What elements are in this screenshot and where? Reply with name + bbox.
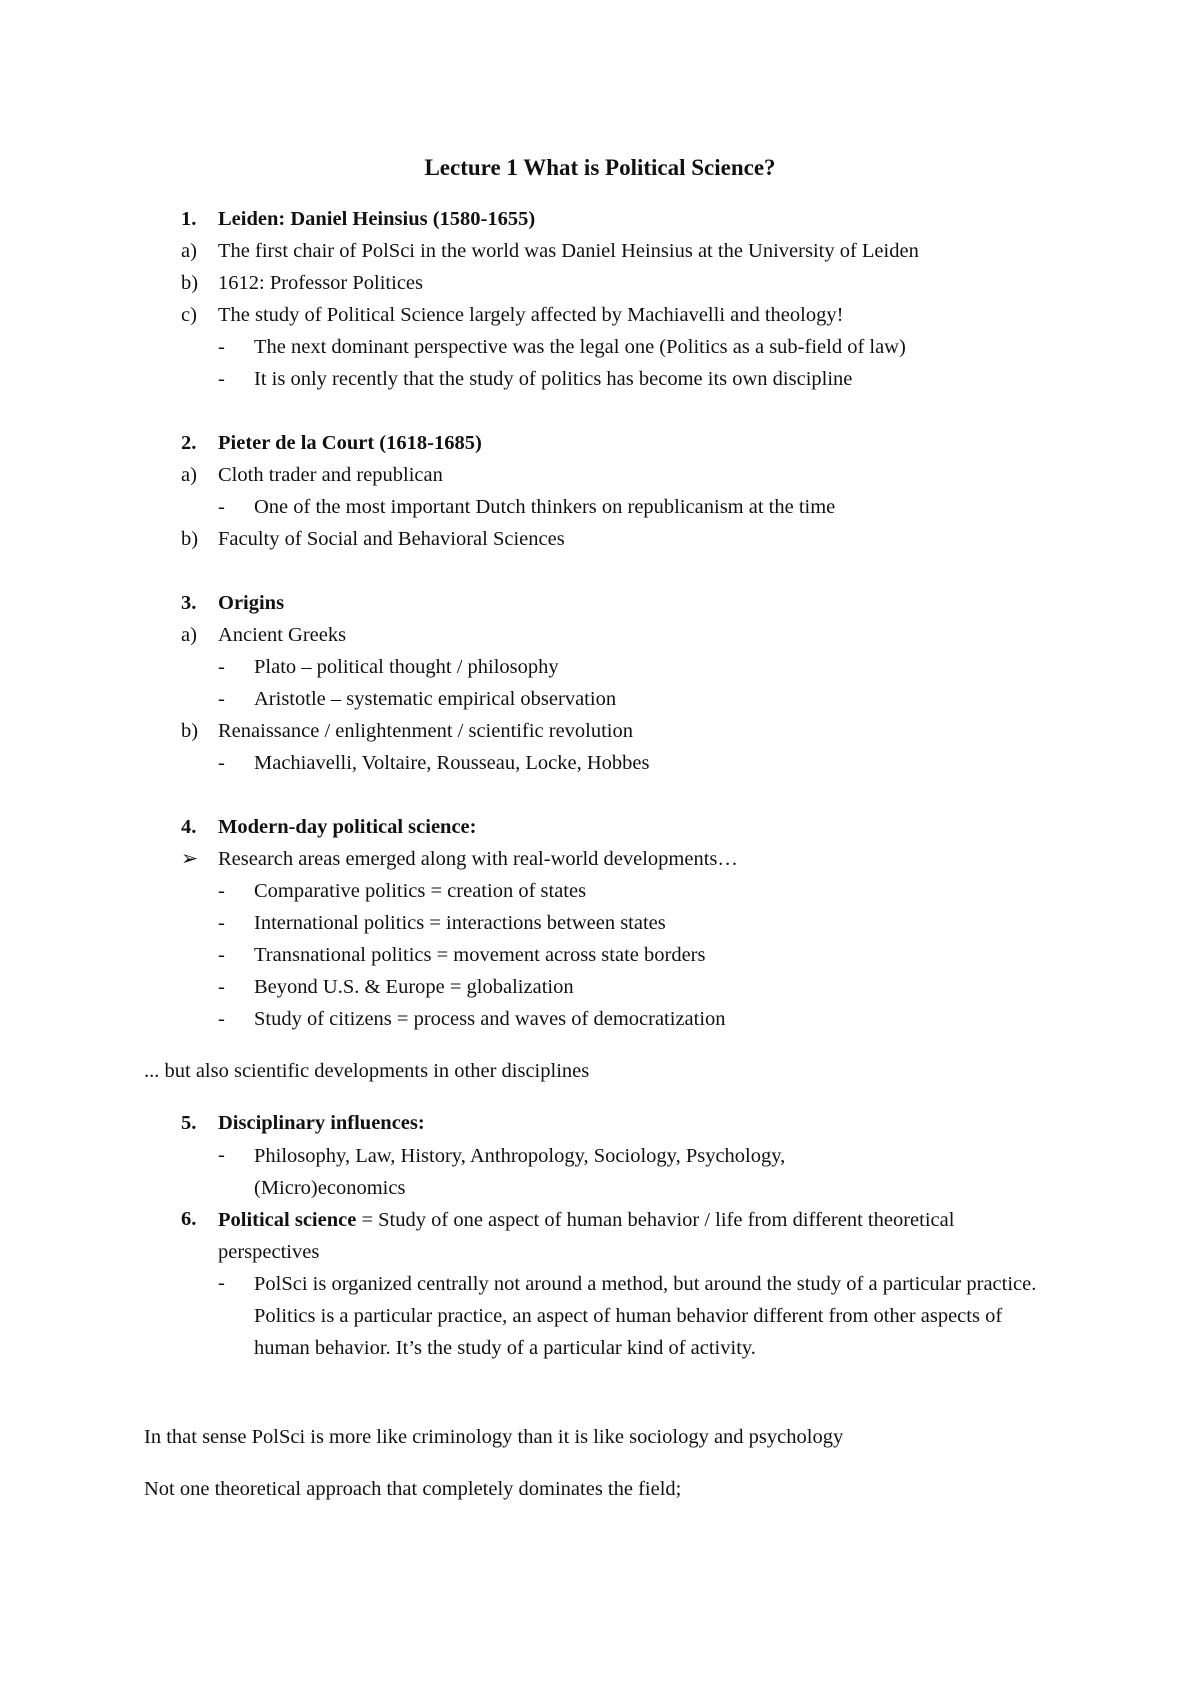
section-3-number: 3. (181, 592, 197, 614)
section-4-number: 4. (181, 816, 197, 838)
section-2-number: 2. (181, 432, 197, 454)
list-item: Renaissance / enlightenment / scientific revolution (218, 720, 634, 742)
sub-item: Study of citizens = process and waves of democratization (254, 1008, 726, 1030)
sub-item: It is only recently that the study of politics has become its own discipline (254, 368, 853, 390)
sub-item: International politics = interactions between states (254, 912, 666, 934)
sub-item: Beyond U.S. & Europe = globalization (254, 976, 574, 998)
section-6-number: 6. (181, 1208, 197, 1230)
sub-item: One of the most important Dutch thinkers on republicanism at the time (254, 496, 836, 518)
dash-marker: - (218, 880, 225, 902)
sub-item: Comparative politics = creation of states (254, 880, 587, 902)
section-6-paragraph (218, 1204, 1018, 1268)
sub-item: The next dominant perspective was the legal one (Politics as a sub-field of law) (254, 336, 906, 358)
item-marker: b) (181, 528, 199, 550)
item-marker: a) (181, 240, 197, 262)
section-1-heading: Leiden: Daniel Heinsius (1580-1655) (218, 208, 536, 230)
dash-marker: - (218, 496, 225, 518)
dash-marker: - (218, 336, 225, 358)
dash-marker: - (218, 1144, 225, 1166)
section-5-heading: Disciplinary influences: (218, 1112, 425, 1134)
dash-marker: - (218, 976, 225, 998)
section-1-number: 1. (181, 208, 197, 230)
dash-marker: - (218, 752, 225, 774)
interlude-text: ... but also scientific developments in other disciplines (144, 1060, 590, 1082)
sub-item: Plato – political thought / philosophy (254, 656, 559, 678)
dash-marker: - (218, 944, 225, 966)
sub-item: Machiavelli, Voltaire, Rousseau, Locke, Hobbes (254, 752, 650, 774)
item-marker: a) (181, 464, 197, 486)
item-marker: c) (181, 304, 197, 326)
sub-item: Transnational politics = movement across state borders (254, 944, 706, 966)
section-5-number: 5. (181, 1112, 197, 1134)
dash-marker: - (218, 688, 225, 710)
dash-marker: - (218, 1272, 225, 1294)
closing-paragraph-1: In that sense PolSci is more like criminology than it is like sociology and psychology (144, 1426, 844, 1448)
list-item: 1612: Professor Politices (218, 272, 423, 294)
dash-marker: - (218, 912, 225, 934)
item-marker: b) (181, 720, 199, 742)
section-6-heading: Political science (218, 1209, 357, 1231)
sub-item: Aristotle – systematic empirical observation (254, 688, 617, 710)
dash-marker: - (218, 368, 225, 390)
section-6-definition: = Study of one aspect of human behavior / life from different theoretical perspectives (218, 1209, 955, 1263)
dash-marker: - (218, 1008, 225, 1030)
list-item: The first chair of PolSci in the world was Daniel Heinsius at the University of Leiden (218, 240, 919, 262)
list-item: Research areas emerged along with real-world developments… (218, 848, 738, 870)
dash-marker: - (218, 656, 225, 678)
list-item: Ancient Greeks (218, 624, 347, 646)
list-item: Faculty of Social and Behavioral Sciences (218, 528, 565, 550)
sub-item: PolSci is organized centrally not around a method, but around the study of a particular practice. Politics is a particular practice, an aspect of human behavior different from other aspects of human behavior. It’s the study of a particular kind of activity. (254, 1273, 1037, 1359)
sub-item: Philosophy, Law, History, Anthropology, Sociology, Psychology, (Micro)economics (254, 1145, 786, 1199)
page-title: Lecture 1 What is Political Science? (424, 155, 776, 180)
list-item: Cloth trader and republican (218, 464, 443, 486)
item-marker: b) (181, 272, 199, 294)
arrow-bullet-icon: ➢ (181, 848, 199, 870)
closing-paragraph-2: Not one theoretical approach that completely dominates the field; (144, 1478, 682, 1500)
item-marker: a) (181, 624, 197, 646)
list-item: The study of Political Science largely affected by Machiavelli and theology! (218, 304, 844, 326)
section-3-heading: Origins (218, 592, 285, 614)
section-4-heading: Modern-day political science: (218, 816, 477, 838)
section-2-heading: Pieter de la Court (1618-1685) (218, 432, 482, 454)
